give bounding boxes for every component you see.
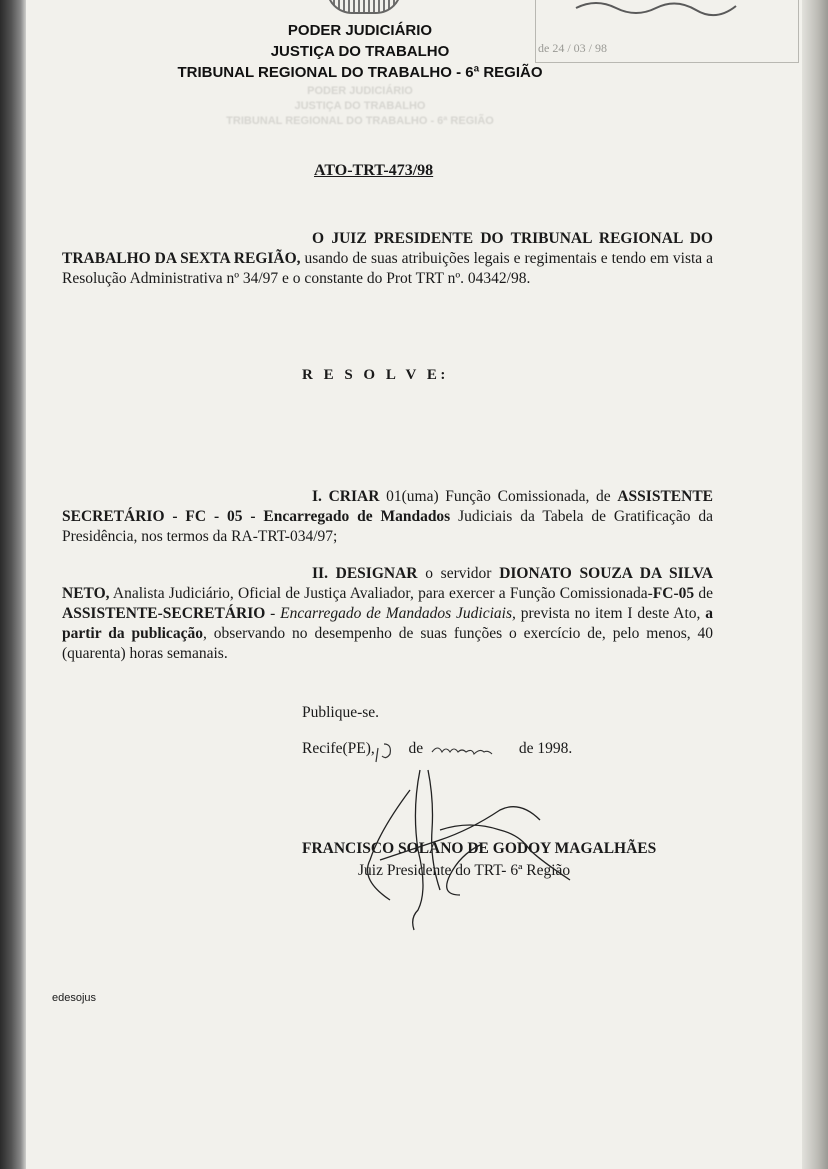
resolve-heading: R E S O L V E:: [302, 367, 449, 383]
bleed-line-1: PODER JUDICIÁRIO: [307, 85, 413, 97]
item-one-text-1: 01(uma) Função Comissionada, de: [379, 488, 618, 505]
protocol-stamp-handwriting: [536, 0, 798, 62]
item-two-text-4: -: [265, 605, 281, 622]
item-two-text-1: o servidor: [417, 565, 500, 582]
bleed-through-header: [170, 84, 550, 129]
date-prefix: Recife(PE),: [302, 740, 375, 757]
publique-se: Publique-se.: [302, 704, 380, 721]
header-line-2: JUSTIÇA DO TRABALHO: [270, 43, 450, 60]
scan-right-edge: [802, 0, 828, 1169]
signatory-name: FRANCISCO SOLANO DE GODOY MAGALHÃES: [302, 840, 657, 857]
item-two-text-5: prevista no item I deste Ato,: [515, 605, 706, 622]
intro-paragraph: [62, 229, 713, 289]
intro-authority: O JUIZ PRESIDENTE DO TRIBUNAL REGIONAL DO TRABALHO DA SEXTA REGIÃO,: [62, 230, 713, 267]
coat-of-arms-icon: [326, 0, 402, 14]
scan-binding-edge: [0, 0, 26, 1169]
header-line-1: PODER JUDICIÁRIO: [287, 22, 433, 39]
date-de: de: [408, 740, 424, 757]
date-line: [302, 740, 572, 758]
item-two-text-6: , observando no desempenho de suas funções o exercício de, pelo menos, 40 (quarenta) horas semanais.: [62, 625, 713, 662]
item-two-role: ASSISTENTE-SECRETÁRIO: [62, 605, 266, 622]
protocol-stamp: [535, 0, 799, 63]
footer-code: edesojus: [52, 992, 97, 1004]
date-suffix: de 1998.: [518, 740, 573, 757]
item-one-text-2: Judiciais da Tabela de Gratificação da Presidência, nos termos da RA-TRT-034/97;: [62, 508, 713, 545]
header-line-3: TRIBUNAL REGIONAL DO TRABALHO - 6ª REGIÃO: [177, 64, 543, 81]
item-two-fc: FC-05: [652, 585, 695, 602]
item-one-number: I. CRIAR: [312, 488, 380, 505]
act-title: ATO-TRT-473/98: [314, 162, 434, 179]
signatory-role: Juiz Presidente do TRT- 6ª Região: [358, 862, 571, 879]
item-two-employee: DIONATO SOUZA DA SILVA NETO,: [62, 565, 714, 602]
item-one-function: ASSISTENTE SECRETÁRIO - FC - 05 - Encarregado de Mandados: [62, 488, 713, 525]
item-two-number: II. DESIGNAR: [312, 565, 418, 582]
intro-text: usando de suas atribuições legais e regimentais e tendo em vista a Resolução Administrativa nº 34/97 e o constante do Prot TRT nº. 04342/98.: [62, 250, 714, 287]
item-two-paragraph: [62, 564, 713, 664]
bleed-line-3: TRIBUNAL REGIONAL DO TRABALHO - 6ª REGIÃO: [226, 115, 494, 127]
item-two-effective: a partir da publicação: [62, 605, 713, 642]
stamp-date-label: de 24 / 03 / 98: [538, 41, 607, 55]
item-two-role-desc: Encarregado de Mandados Judiciais,: [280, 605, 516, 622]
letterhead: [150, 20, 570, 83]
item-two-text-3: de: [694, 585, 713, 602]
item-two-text-2: Analista Judiciário, Oficial de Justiça Avaliador, para exercer a Função Comissionada-: [109, 585, 653, 602]
bleed-line-2: JUSTIÇA DO TRABALHO: [294, 100, 426, 112]
item-one-paragraph: [62, 487, 713, 547]
